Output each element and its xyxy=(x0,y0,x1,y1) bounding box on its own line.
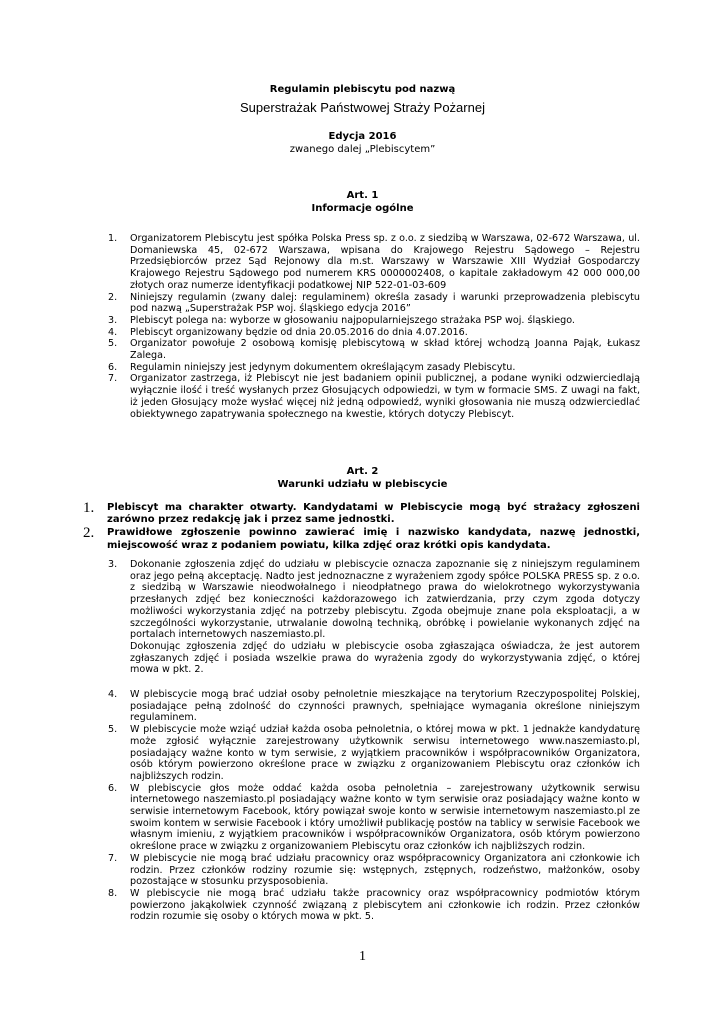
item-text: Niniejszy regulamin (zwany dalej: regulaminem) określa zasady i warunki przeprowadzenia plebiscytu pod nazwą „Superstrażak PSP woj. śląskiego edycja 2016” xyxy=(130,291,640,315)
item-number: 6. xyxy=(108,782,118,794)
item-text: W plebiscycie mogą brać udział osoby pełnoletnie mieszkające na terytorium Rzeczypospolitej Polskiej, posiadające pełną zdolność do czynności prawnych, spełniające wymagania określone niniejszym regulaminem. xyxy=(130,689,640,724)
item-text: Plebiscyt organizowany będzie od dnia 20.05.2016 do dnia 4.07.2016. xyxy=(130,326,468,338)
item-number: 2. xyxy=(108,291,118,303)
list-item xyxy=(108,373,640,420)
list-item xyxy=(108,361,640,374)
item-text: Prawidłowe zgłoszenie powinno zawierać imię i nazwisko kandydata, nazwę jednostki, miejscowość wraz z podaniem powiatu, kilka zdjęć oraz krótki opis kandydata. xyxy=(107,527,640,551)
item-text: W plebiscycie głos może oddać każda osoba pełnoletnia – zarejestrowany użytkownik serwisu internetowego naszemiasto.pl posiadający ważne konto w tym serwisie oraz posiadający ważne konto w serwisie internetowym Facebook, który powiązał swoje konto w serwisie internetowym naszemiasto.pl ze swoim kontem w serwisie Facebook i który umożliwił publikację postów na tablicy w serwisie Facebook we własnym imieniu, z wyjątkiem pracowników i współpracowników Organizatora, osób którym powierzono określone prace w związku z organizowaniem Plebiscytu oraz członków ich najbliższych rodzin. xyxy=(130,782,640,853)
art1-subheading: Informacje ogólne xyxy=(311,203,414,214)
item-text: W plebiscycie może wziąć udział każda osoba pełnoletnia, o której mowa w pkt. 1 jednakże kandydaturę może zgłosić wyłącznie zarejestrowany użytkownik serwisu internetowego www.naszemiasto.pl, posiadający ważne konto w tym serwisie, z wyjątkiem pracowników i współpracowników Organizatora, osób którym powierzono określone prace w związku z organizowaniem Plebiscytu oraz członków ich najbliższych rodzin. xyxy=(130,724,640,782)
item-text: Regulamin niniejszy jest jedynym dokumentem określającym zasady Plebiscytu. xyxy=(130,361,516,373)
item-number: 2. xyxy=(83,525,95,542)
edition-subtitle: zwanego dalej „Plebiscytem” xyxy=(289,144,436,155)
list-item xyxy=(108,338,640,362)
art2-bold-list xyxy=(83,500,640,553)
list-item xyxy=(108,291,640,315)
list-item xyxy=(108,724,640,783)
list-item xyxy=(108,852,640,888)
list-item xyxy=(108,559,640,676)
list-item xyxy=(108,782,640,853)
art2-subheading: Warunki udziału w plebiscycie xyxy=(277,479,448,490)
item-text: Organizatorem Plebiscytu jest spółka Polska Press sp. z o.o. z siedzibą w Warszawa, 02-672 Warszawa, ul. Domaniewska 45, 02-672 Warszawa, wpisana do Krajowego Rejestru Sądowego – Rejestru Przedsiębiorców przez Sąd Rejonowy dla m.st. Warszawy w Warszawie XIII Wydział Gospodarczy Krajowego Rejestru Sądowego pod numerem KRS 0000002408, o kapitale zakładowym 42 000 000,00 złotych oraz numerze identyfikacji podatkowej NIP 522-01-03-609 xyxy=(130,233,640,291)
item-text: Plebiscyt polega na: wyborze w głosowaniu najpopularniejszego strażaka PSP woj. śląskiego. xyxy=(130,314,575,326)
item-text: Organizator powołuje 2 osobową komisję plebiscytową w skład której wchodzą Joanna Pająk, Łukasz Zalega. xyxy=(130,338,640,362)
plebiscite-name: Superstrażak Państwowej Straży Pożarnej xyxy=(240,100,485,115)
item-text: W plebiscycie nie mogą brać udziału także pracownicy oraz współpracownicy podmiotów którym powierzono jakąkolwiek czynność związaną z plebiscytem ani członkowie ich rodzin. Przez członków rodzin rozumie się osoby o których mowa w pkt. 5. xyxy=(130,887,640,923)
item-number: 5. xyxy=(108,724,118,736)
item-number: 1. xyxy=(108,233,118,244)
item-number: 3. xyxy=(108,559,118,570)
art1-heading: Art. 1 xyxy=(346,190,379,201)
item-text-continued: Dokonując zgłoszenia zdjęć do udziału w plebiscycie osoba zgłaszająca oświadcza, że jest autorem zgłaszanych zdjęć i posiada wszelkie prawa do wyrażenia zgody do wykorzystywania zdjęć, o której mowa w pkt. 2. xyxy=(130,640,640,676)
item-number: 4. xyxy=(108,689,118,701)
item-number: 5. xyxy=(108,338,118,350)
art1-list xyxy=(108,233,640,420)
list-item xyxy=(108,326,640,339)
list-item xyxy=(108,887,640,923)
item-number: 4. xyxy=(108,326,118,338)
list-item xyxy=(83,525,640,551)
item-text: Plebiscyt ma charakter otwarty. Kandydatami w Plebiscycie mogą być strażacy zgłoszeni zarówno przez redakcję jak i przez same jednostki. xyxy=(107,502,640,526)
art2-heading: Art. 2 xyxy=(346,466,379,477)
item-text: Dokonanie zgłoszenia zdjęć do udziału w plebiscycie oznacza zapoznanie się z niniejszym regulaminem oraz jego pełną akceptację. Nadto jest jednoznaczne z wyrażeniem zgody spółce POLSKA PRESS sp. z o.o. z siedzibą w Warszawie nieodwołalnego i nieodpłatnego prawa do wielokrotnego wykorzystywania przesłanych zdjęć bez konieczności każdorazowego ich zatwierdzania, przy czym zgoda dotyczy możliwości wykorzystania zdjęć na potrzeby plebiscytu. Zgoda obejmuje znane pola eksploatacji, a w szczególności wykorzystanie, utrwalanie dowolną techniką, obróbkę i powielanie wykonanych zdjęć na portalach internetowych naszemiasto.pl. xyxy=(130,559,640,641)
edition-label: Edycja 2016 xyxy=(328,131,397,142)
list-item xyxy=(108,689,640,724)
list-item xyxy=(108,233,640,292)
list-item xyxy=(108,314,640,327)
list-item xyxy=(83,500,640,526)
item-text: Organizator zastrzega, iż Plebiscyt nie jest badaniem opinii publicznej, a podane wyniki odzwierciedlają wyłącznie ilość i treść wysłanych przez Głosujących odpowiedzi, w tym w formacie SMS. Z uwagi na fakt, iż jeden Głosujący może wysłać więcej niż jedną odpowiedź, wyniki głosowania nie muszą odzwierciedlać obiektywnego zapatrywania społecznego na kwestie, których dotyczy Plebiscyt. xyxy=(130,373,640,420)
item-number: 3. xyxy=(108,314,118,326)
item-number: 8. xyxy=(108,887,118,899)
item-number: 7. xyxy=(108,373,118,385)
regulation-title: Regulamin plebiscytu pod nazwą xyxy=(269,84,456,95)
spacer xyxy=(130,676,640,689)
item-text: W plebiscycie nie mogą brać udziału pracownicy oraz współpracownicy Organizatora ani członkowie ich rodzin. Przez członków rodziny rozumie się: wstępnych, zstępnych, rodzeństwo, małżonków, osoby pozostające w stosunku przysposobienia. xyxy=(130,852,640,888)
page-number: 1 xyxy=(359,949,366,964)
item-number: 6. xyxy=(108,361,118,373)
art2-list xyxy=(108,559,640,923)
item-number: 7. xyxy=(108,852,118,864)
item-number: 1. xyxy=(83,500,95,516)
